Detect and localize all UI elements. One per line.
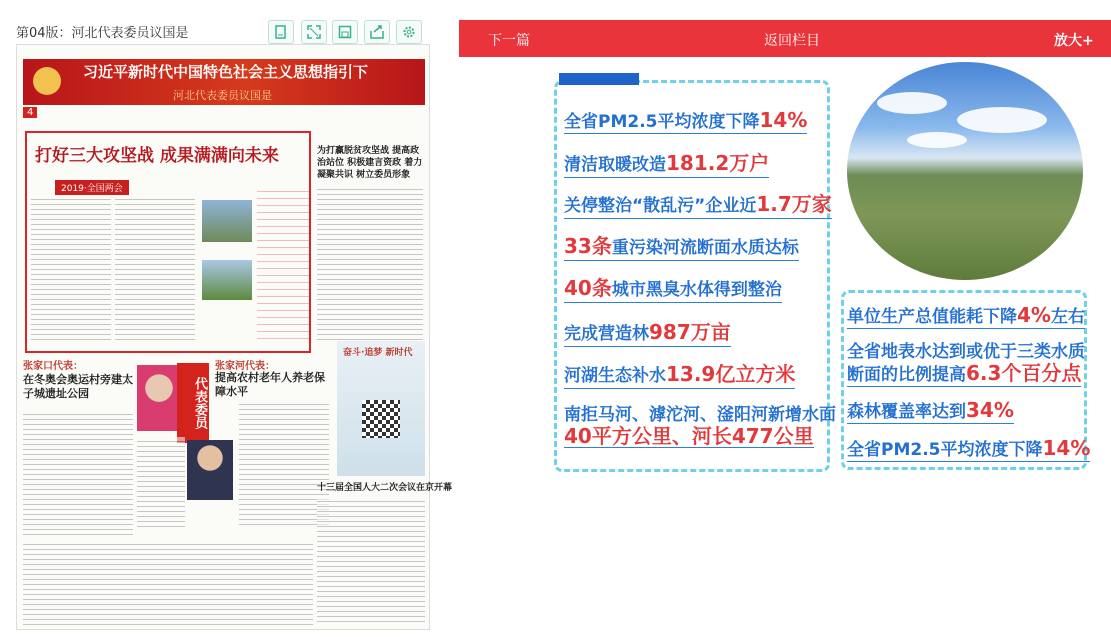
emblem-icon (33, 67, 61, 95)
delegate-photo (187, 440, 233, 500)
banner-title: 习近平新时代中国特色社会主义思想指引下 (83, 63, 369, 81)
grassland-photo (847, 62, 1083, 280)
stat-text: 清洁取暖改造 (564, 155, 666, 175)
share-icon[interactable] (364, 20, 390, 44)
section-title[interactable]: 提高农村老年人养老保障水平 (215, 371, 325, 398)
newspaper-banner (23, 59, 425, 105)
newspaper-page[interactable] (16, 44, 453, 630)
stat-forest-cover (847, 397, 1014, 424)
stat-text: 城市黑臭水体得到整治 (611, 280, 782, 300)
stat-pm25 (564, 107, 807, 134)
stat-black-water (564, 272, 782, 303)
stat-suffix: 左右 (1050, 307, 1085, 327)
stat-text: 全省PM2.5平均浓度下降 (847, 440, 1043, 460)
cloud (907, 132, 967, 148)
zoom-in-button[interactable]: 放大+ (1054, 33, 1094, 49)
poster-title: 奋斗·追梦 新时代 (343, 348, 413, 358)
stat-surface-water (847, 342, 1085, 387)
stat-value: 181.2万户 (666, 151, 770, 175)
stat-text: 河湖生态补水 (564, 366, 666, 386)
stat-water-supply (564, 358, 795, 389)
stat-value: 40平方公里、河长477公里 (564, 424, 814, 448)
stat-text: 断面的比例提高 (847, 365, 966, 385)
stat-text: 完成营造林 (564, 324, 649, 344)
section-title[interactable]: 在冬奥会奥运村旁建太子城遗址公园 (23, 373, 133, 400)
delegate-tag: 代表委员 (177, 363, 209, 443)
stat-value: 1.7万家 (756, 192, 832, 216)
section-kicker: 张家河代表： (215, 361, 275, 372)
stat-value: 13.9亿立方米 (666, 362, 796, 386)
cloud (877, 92, 947, 114)
cloud (957, 107, 1047, 133)
selected-article-highlight[interactable] (25, 131, 311, 353)
stat-value: 14% (1042, 436, 1091, 460)
stat-new-water-area (564, 405, 836, 449)
stat-text: 重污染河流断面水质达标 (611, 238, 799, 258)
back-to-column-link[interactable]: 返回栏目 (764, 33, 820, 49)
stat-value: 33条 (564, 234, 612, 258)
stat-value: 6.3个百分点 (966, 361, 1082, 385)
fullscreen-icon[interactable] (301, 20, 327, 44)
headline[interactable]: 打好三大攻坚战 成果满满向未来 (35, 146, 279, 166)
stat-value: 4% (1017, 303, 1051, 327)
stat-heating (564, 147, 769, 178)
article-text (23, 540, 313, 625)
qr-code (362, 400, 400, 438)
stat-line (847, 363, 1081, 387)
stat-enterprises (564, 188, 832, 219)
stat-text: 南拒马河、滹沱河、滏阳河新增水面 (564, 405, 836, 425)
headline-tag: 2019·全国两会 (55, 180, 129, 195)
right-headline[interactable]: 为打赢脱贫攻坚战 提高政治站位 积极建言资政 着力凝聚共识 树立委员形象 (317, 146, 423, 180)
stat-text: 森林覆盖率达到 (847, 402, 966, 422)
section-title[interactable]: 十三届全国人大二次会议在京开幕 (317, 483, 453, 493)
page-number: 4 (23, 107, 37, 118)
delegate-photo (137, 365, 181, 431)
accent-bar (559, 73, 639, 85)
stat-text: 单位生产总值能耗下降 (847, 307, 1017, 327)
article-text (23, 410, 133, 535)
stat-rivers (564, 230, 799, 261)
article-text (137, 437, 185, 527)
article-text (317, 185, 423, 340)
stat-pm25-right (847, 435, 1090, 462)
next-article-link[interactable]: 下一篇 (488, 33, 530, 49)
stat-forest (564, 316, 731, 347)
stat-value: 14% (759, 108, 808, 132)
article-text (317, 497, 425, 625)
stat-value: 40条 (564, 276, 612, 300)
article-text (239, 400, 329, 525)
settings-icon[interactable] (396, 20, 422, 44)
stat-value: 34% (966, 398, 1014, 422)
stat-value: 987万亩 (649, 320, 731, 344)
copy-icon[interactable] (268, 20, 294, 44)
section-kicker: 张家口代表： (23, 361, 83, 372)
save-icon[interactable] (332, 20, 358, 44)
stat-text: 关停整治“散乱污”企业近 (564, 196, 757, 216)
banner-subtitle: 河北代表委员议国是 (173, 89, 272, 102)
stat-energy (847, 302, 1085, 329)
stat-text: 全省地表水达到或优于三类水质 (847, 342, 1085, 362)
stat-text: 全省PM2.5平均浓度下降 (564, 112, 760, 132)
page-title: 第04版：河北代表委员议国是 (16, 26, 189, 41)
